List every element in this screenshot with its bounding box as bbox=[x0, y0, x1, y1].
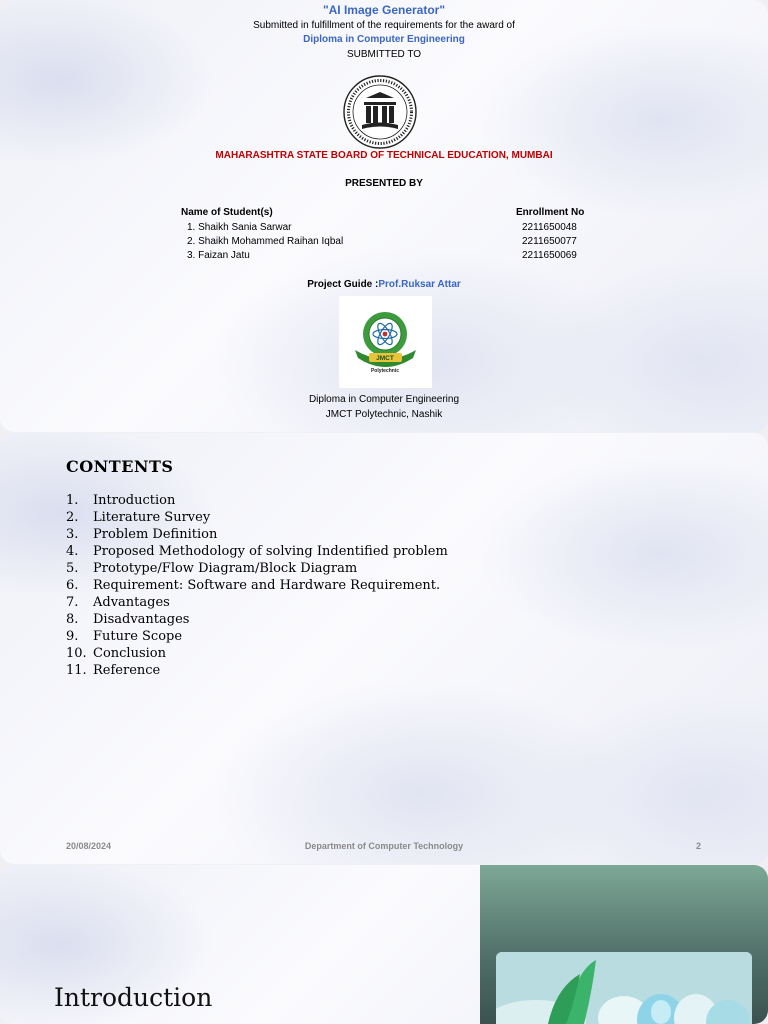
item-number: 11. bbox=[66, 663, 87, 678]
submission-statement: Submitted in fulfillment of the requirements for the award of bbox=[253, 20, 515, 31]
contents-item bbox=[66, 628, 448, 645]
item-text: Future Scope bbox=[93, 629, 183, 644]
contents-slide bbox=[0, 433, 768, 864]
item-text: Reference bbox=[93, 663, 161, 678]
msbte-seal-logo bbox=[342, 74, 418, 150]
student-name: 3. Faizan Jatu bbox=[187, 250, 250, 261]
decorative-image-panel bbox=[480, 865, 768, 1024]
guide-name: Prof.Ruksar Attar bbox=[378, 279, 461, 290]
item-text: Introduction bbox=[93, 493, 176, 508]
project-guide bbox=[0, 279, 768, 290]
item-number: 6. bbox=[66, 578, 79, 593]
institute-name: JMCT Polytechnic, Nashik bbox=[325, 409, 443, 420]
flower-image bbox=[496, 952, 752, 1024]
contents-item bbox=[66, 543, 448, 560]
item-number: 9. bbox=[66, 629, 79, 644]
item-number: 5. bbox=[66, 561, 79, 576]
student-name: 1. Shaikh Sania Sarwar bbox=[187, 222, 292, 233]
item-number: 7. bbox=[66, 595, 79, 610]
item-text: Prototype/Flow Diagram/Block Diagram bbox=[93, 561, 358, 576]
svg-text:JMCT: JMCT bbox=[376, 355, 394, 362]
item-text: Problem Definition bbox=[93, 527, 218, 542]
student-name: 2. Shaikh Mohammed Raihan Iqbal bbox=[187, 236, 344, 247]
diploma-name: Diploma in Computer Engineering bbox=[303, 34, 465, 45]
enrollment-column-header: Enrollment No bbox=[516, 207, 585, 218]
enrollment-number: 2211650048 bbox=[522, 222, 577, 233]
contents-item bbox=[66, 560, 448, 577]
contents-item bbox=[66, 492, 448, 509]
enrollment-number: 2211650069 bbox=[522, 250, 577, 261]
item-text: Advantages bbox=[93, 595, 170, 610]
introduction-slide bbox=[0, 865, 768, 1024]
item-number: 2. bbox=[66, 510, 79, 525]
flower-illustration bbox=[496, 952, 752, 1024]
svg-text:Polytechnic: Polytechnic bbox=[370, 368, 400, 374]
submitted-to-label: SUBMITTED TO bbox=[346, 49, 422, 60]
presented-by-label: PRESENTED BY bbox=[345, 178, 423, 189]
introduction-heading: Introduction bbox=[54, 983, 213, 1012]
item-text: Proposed Methodology of solving Indentified problem bbox=[93, 544, 448, 559]
item-number: 10. bbox=[66, 646, 87, 661]
item-number: 8. bbox=[66, 612, 79, 627]
department-name: Diploma in Computer Engineering bbox=[308, 394, 460, 405]
contents-item bbox=[66, 594, 448, 611]
cover-slide bbox=[0, 0, 768, 432]
contents-list bbox=[66, 492, 448, 679]
jmct-polytechnic-logo bbox=[339, 296, 432, 388]
item-text: Conclusion bbox=[93, 646, 166, 661]
contents-item bbox=[66, 611, 448, 628]
contents-item bbox=[66, 526, 448, 543]
contents-item bbox=[66, 577, 448, 594]
enrollment-number: 2211650077 bbox=[522, 236, 577, 247]
item-number: 1. bbox=[66, 493, 79, 508]
footer-date: 20/08/2024 bbox=[66, 841, 112, 851]
contents-item bbox=[66, 662, 448, 679]
contents-heading: CONTENTS bbox=[66, 457, 174, 476]
item-number: 4. bbox=[66, 544, 79, 559]
students-column-header: Name of Student(s) bbox=[181, 207, 273, 218]
item-text: Requirement: Software and Hardware Requirement. bbox=[93, 578, 441, 593]
page-number: 2 bbox=[696, 841, 702, 851]
item-number: 3. bbox=[66, 527, 79, 542]
contents-item bbox=[66, 645, 448, 662]
item-text: Disadvantages bbox=[93, 612, 190, 627]
board-name: MAHARASHTRA STATE BOARD OF TECHNICAL EDUCATION, MUMBAI bbox=[215, 150, 553, 161]
footer-department: Department of Computer Technology bbox=[304, 841, 464, 851]
guide-label: Project Guide : bbox=[307, 279, 379, 290]
contents-item bbox=[66, 509, 448, 526]
item-text: Literature Survey bbox=[93, 510, 211, 525]
project-title: "AI Image Generator" bbox=[322, 3, 446, 17]
